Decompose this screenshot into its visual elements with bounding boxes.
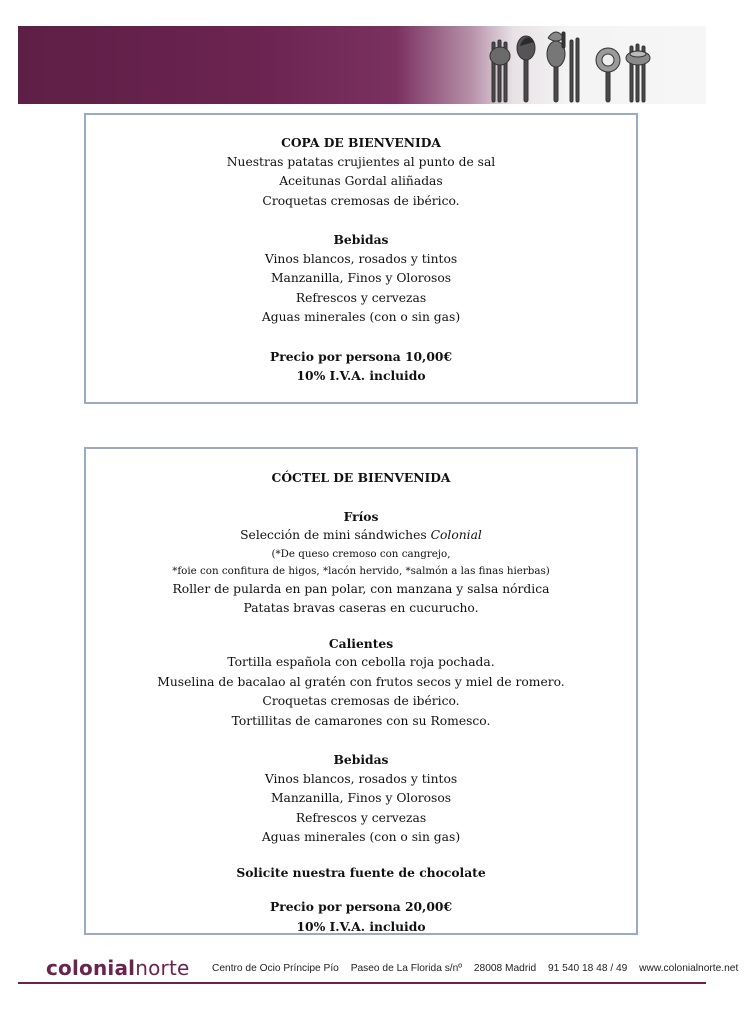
price: Precio por persona 20,00€ — [269, 899, 453, 914]
contact-info — [212, 963, 747, 974]
welcome-drink-menu — [84, 113, 638, 404]
city: 28008 Madrid — [473, 963, 537, 974]
section-heading: Bebidas — [333, 232, 389, 247]
menu-title: CÓCTEL DE BIENVENIDA — [271, 470, 451, 485]
menu-item: Croquetas cremosas de ibérico. — [262, 694, 460, 708]
menu-item: Croquetas cremosas de ibérico. — [262, 193, 460, 208]
menu-item: Muselina de bacalao al gratén con frutos secos y miel de romero. — [157, 674, 565, 689]
logo-part-norte: norte — [135, 956, 190, 980]
phone: 91 540 18 48 / 49 — [548, 963, 628, 974]
vat-note: 10% I.V.A. incluido — [296, 918, 426, 934]
cutlery-food-illustration — [466, 26, 706, 104]
drink-item: Refrescos y cervezas — [295, 290, 427, 305]
chocolate-note: Solicite nuestra fuente de chocolate — [236, 864, 486, 880]
price: Precio por persona 10,00€ — [269, 348, 453, 364]
menu-item: Roller de pularda en pan polar, con manzana y salsa nórdica — [172, 581, 550, 596]
drink-item: Aguas minerales (con o sin gas) — [261, 310, 461, 324]
street-address: Paseo de La Florida s/nº — [350, 963, 463, 974]
logo-part-colonial: colonial — [46, 956, 136, 980]
menu-item — [86, 526, 636, 546]
section-heading: Calientes — [328, 635, 394, 651]
welcome-cocktail-menu — [84, 447, 638, 935]
section-heading: Bebidas — [333, 752, 389, 767]
venue: Centro de Ocio Príncipe Pío — [212, 963, 339, 974]
brand-logo — [46, 956, 190, 980]
drink-item: Manzanilla, Finos y Olorosos — [270, 791, 452, 805]
drink-item: Aguas minerales (con o sin gas) — [261, 830, 461, 844]
brand-name: Colonial — [430, 528, 482, 542]
section-heading: Fríos — [343, 508, 379, 524]
drink-item: Manzanilla, Finos y Olorosos — [270, 271, 452, 285]
menu-title: COPA DE BIENVENIDA — [281, 135, 441, 150]
website-link[interactable]: www.colonialnorte.net — [639, 963, 739, 974]
drink-item: Vinos blancos, rosados y tintos — [264, 771, 458, 786]
footer — [18, 954, 739, 984]
sandwich-text: Selección de mini sándwiches — [240, 528, 431, 542]
header-banner — [18, 26, 706, 104]
menu-item: Nuestras patatas crujientes al punto de sal — [226, 154, 496, 169]
menu-item: Aceitunas Gordal aliñadas — [279, 174, 443, 188]
menu-item: Patatas bravas caseras en cucurucho. — [243, 601, 479, 615]
menu-note: *foie con confitura de higos, *lacón hervido, *salmón a las finas hierbas) — [172, 564, 550, 577]
menu-note: (*De queso cremoso con cangrejo, — [271, 547, 451, 560]
vat-note: 10% I.V.A. incluido — [296, 368, 426, 383]
menu-item: Tortillitas de camarones con su Romesco. — [231, 713, 491, 728]
drink-item: Refrescos y cervezas — [295, 810, 427, 825]
drink-item: Vinos blancos, rosados y tintos — [264, 251, 458, 266]
menu-item: Tortilla española con cebolla roja pochada. — [227, 655, 495, 669]
